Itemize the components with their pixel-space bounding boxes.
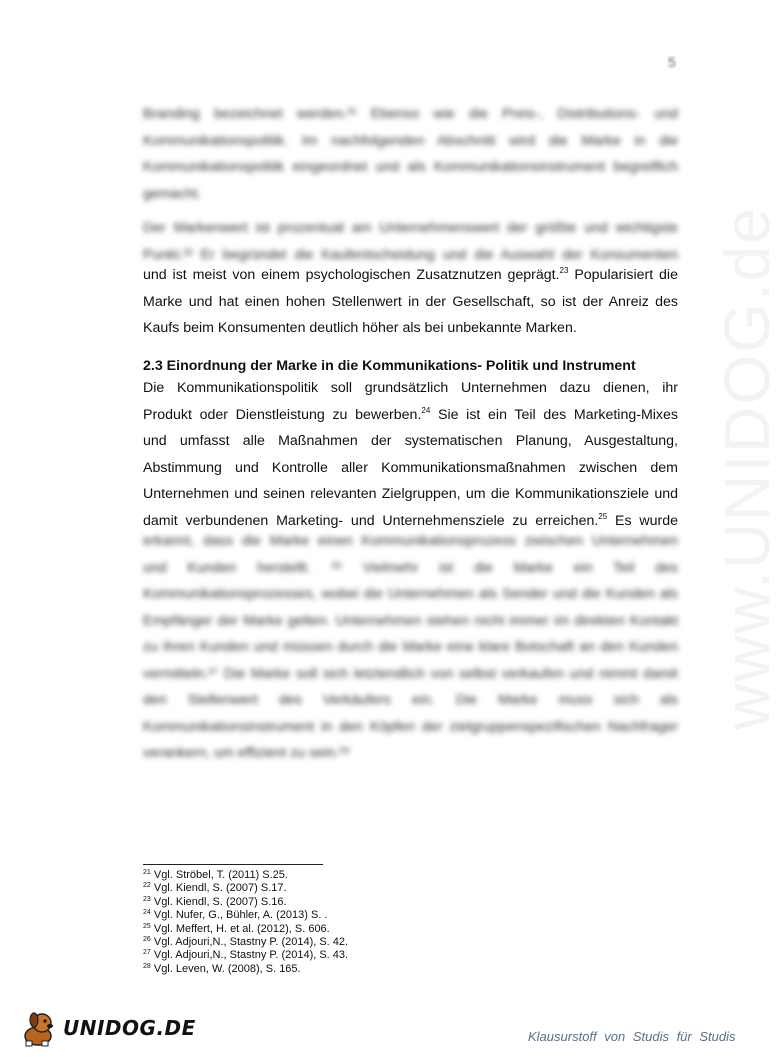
blurred-line: den Stellenwert des Verkäufers ein. Die Marke muss sich als: [143, 692, 678, 708]
paragraph-line: Kaufs beim Konsumenten deutlich höher als bei unbekannte Marken.: [143, 320, 577, 336]
footnote: $^{21}$ Vgl. Ströbel, T. (2011) S.25.: [143, 869, 288, 881]
paragraph-kommunikationspolitik: [143, 375, 678, 534]
paragraph-line: Die Kommunikationspolitik soll grundsätzlich Unternehmen dazu dienen, ihr: [143, 380, 678, 396]
footnote: $^{22}$ Vgl. Kiendl, S. (2007) S.17.: [143, 882, 287, 895]
blurred-line: Branding bezeichnet werden.²¹ Ebenso wie die Preis-, Distributions- und: [143, 106, 678, 122]
footnote-ref: 25: [598, 511, 608, 521]
blurred-line: Kommunikationspolitik. Im nachfolgenden Abschnitt wird die Marke in die: [143, 132, 678, 149]
blurred-paragraph-top: [143, 101, 678, 207]
paragraph-line: Abstimmung und Kontrolle aller Kommunikationsmaßnahmen zwischen dem: [143, 459, 678, 476]
footnote: $^{24}$ Vgl. Nufer, G., Bühler, A. (2013) S. .: [143, 909, 328, 922]
blurred-line: zu ihren Kunden und müssen durch die Marke eine klare Botschaft an den Kunden: [143, 639, 678, 655]
blurred-line: Empfänger der Marke gelten. Unternehmen stehen nicht immer im direkten Kontakt: [143, 612, 678, 629]
footnote-ref: 23: [559, 266, 569, 275]
blurred-line: gemacht.: [143, 185, 202, 202]
paragraph-line: Produkt oder Dienstleistung zu bewerben.$^{24}$ Sie ist ein Teil des Marketing-Mixes: [143, 405, 678, 423]
section-heading: 2.3 Einordnung der Marke in die Kommunikations- Politik und Instrument: [143, 358, 636, 374]
footnote-divider: [143, 864, 323, 865]
dog-mascot-icon: [18, 1010, 62, 1048]
paragraph-line: und ist meist von einem psychologischen Zusatznutzen geprägt.$^{23}$ Popularisiert die: [143, 266, 678, 283]
blurred-paragraph-bottom: [143, 528, 678, 767]
paragraph-line: damit verbundenen Marketing- und Unternehmensziele zu erreichen.$^{25}$ Es wurde: [143, 511, 678, 529]
watermark-text: www.UNIDOG.de: [711, 206, 783, 730]
blurred-line: verankern, um effizient zu sein.²⁸: [143, 745, 350, 761]
unidog-logo[interactable]: [18, 1010, 196, 1048]
blurred-line: Kommunikationspolitik eingeordnet und als Kommunikationsinstrument begreiflich: [143, 159, 678, 175]
footnote-ref: 24: [421, 405, 431, 415]
blurred-line: Kommunikationsprozesses, wobei die Unternehmen als Sender und die Kunden als: [143, 586, 678, 602]
footnotes: [143, 869, 543, 976]
blurred-line: Der Markenwert ist prozentual am Unternehmenswert der größte und wichtigste: [143, 220, 678, 236]
blurred-line: und Kunden herstellt. ²⁶ Vielmehr ist die Marke ein Teil des: [143, 559, 678, 576]
blurred-line: Punkt.²² Er begründet die Kaufentscheidung und die Auswahl der Konsumenten: [143, 246, 678, 263]
logo-text: UNIDOG.DE: [63, 1016, 196, 1040]
paragraph-line: Unternehmen und seinen relevanten Zielgruppen, um die Kommunikationsziele und: [143, 486, 678, 502]
blurred-paragraph-second: [143, 215, 678, 268]
paragraph-line: Marke und hat einen hohen Stellenwert in der Gesellschaft, so ist der Anreiz des: [143, 293, 678, 310]
tagline: Klausurstoff von Studis für Studis: [528, 1029, 736, 1044]
footnote: $^{28}$ Vgl. Leven, W. (2008), S. 165.: [143, 962, 301, 975]
blurred-line: erkannt, dass die Marke einen Kommunikationsprozess zwischen Unternehmen: [143, 533, 678, 549]
paragraph-markenwert: [143, 262, 678, 342]
footnote: $^{27}$ Vgl. Adjouri,N., Stastny P. (2014), S. 43.: [143, 949, 349, 962]
footnote: $^{26}$ Vgl. Adjouri,N., Stastny P. (2014), S. 42.: [143, 936, 349, 949]
blurred-line: Kommunikationsinstrument in den Köpfen der zielgruppenspezifischen Nachfrager: [143, 718, 678, 735]
paragraph-line: und umfasst alle Maßnahmen der systematischen Planung, Ausgestaltung,: [143, 433, 678, 449]
blurred-line: vermitteln.²⁷ Die Marke soll sich letztendlich von selbst verkaufen und nimmt damit: [143, 665, 678, 682]
footnote: $^{23}$ Vgl. Kiendl, S. (2007) S.16.: [143, 895, 287, 908]
footnote: $^{25}$ Vgl. Meffert, H. et al. (2012), S. 606.: [143, 922, 330, 935]
page-number: 5: [668, 54, 676, 70]
